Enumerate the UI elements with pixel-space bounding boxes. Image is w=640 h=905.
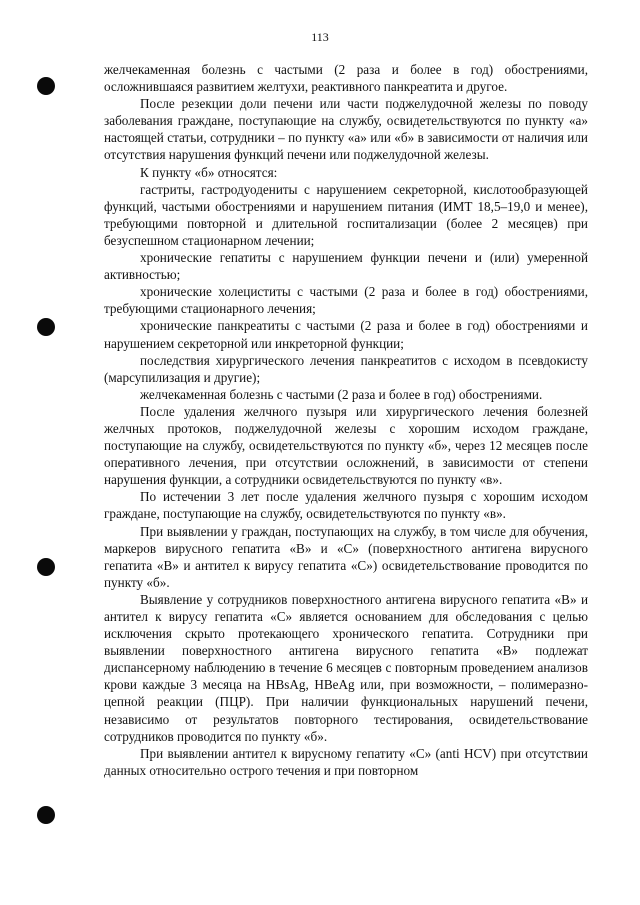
- paragraph: После резекции доли печени или части поджелудочной железы по поводу заболевания граждане, поступающие на службу, освидетельствуются по пункту «а» настоящей статьи, сотрудники – по пункту «а» или «б» в зависимости от наличия или отсутствия нарушения функций печени или поджелудочной железы.: [104, 96, 588, 163]
- paragraph: хронические панкреатиты с частыми (2 раза и более в год) обострениями и нарушением секреторной или инкреторной функции;: [104, 318, 588, 351]
- paragraph: желчекаменная болезнь с частыми (2 раза и более в год) обострениями.: [140, 386, 543, 402]
- paragraph: При выявлении антител к вирусному гепатиту «С» (anti HCV) при отсутствии данных относительно острого течения и при повторном: [104, 745, 588, 778]
- paragraph: последствия хирургического лечения панкреатитов с исходом в псевдокисту (марсупилизация и другие);: [104, 352, 588, 385]
- paragraph: хронические холециститы с частыми (2 раза и более в год) обострениями, требующими стационарного лечения;: [104, 284, 588, 317]
- paragraph: После удаления желчного пузыря или хирургического лечения болезней желчных протоков, поджелудочной железы с хорошим исходом граждане, поступающие на службу, освидетельствуются по пункту «б», через 12 месяцев после оперативного лечения, при отсутствии осложнений, в зависимости от степени нарушения функции, а сотрудники освидетельствуются по пункту «в».: [104, 403, 588, 488]
- binder-hole-icon: [37, 318, 55, 336]
- paragraph: гастриты, гастродуодениты с нарушением секреторной, кислотообразующей функций, частыми обострениями и нарушением питания (ИМТ 18,5–19,0 и менее), требующими повторной и длительной госпитализации (более 2 месяцев) при безуспешном стационарном лечении;: [104, 181, 588, 248]
- binder-hole-icon: [37, 558, 55, 576]
- binder-hole-icon: [37, 806, 55, 824]
- document-body: [104, 61, 588, 779]
- binder-hole-icon: [37, 77, 55, 95]
- paragraph: По истечении 3 лет после удаления желчного пузыря с хорошим исходом граждане, поступающие на службу, освидетельствуются по пункту «в».: [104, 489, 588, 522]
- page-number: 113: [311, 30, 329, 44]
- paragraph: желчекаменная болезнь с частыми (2 раза и более в год) обострениями, осложнившаяся развитием желтухи, реактивного панкреатита и другое.: [104, 62, 588, 95]
- paragraph: Выявление у сотрудников поверхностного антигена вирусного гепатита «В» и антител к вирусу гепатита «С» является основанием для обследования с целью исключения скрыто протекающего хронического гепатита. Сотрудники при выявлении поверхностного антигена вирусного гепатита «В» подлежат диспансерному наблюдению в течение 6 месяцев с повторным проведением анализов крови каждые 3 месяца на HBsAg, HBeAg или, при возможности, – полимеразно-цепной реакции (ПЦР). При наличии функциональных нарушений печени, независимо от результатов повторного тестирования, освидетельствование сотрудников проводится по пункту «б».: [104, 591, 588, 744]
- paragraph: К пункту «б» относятся:: [140, 164, 278, 180]
- paragraph: При выявлении у граждан, поступающих на службу, в том числе для обучения, маркеров вирусного гепатита «В» и «С» (поверхностного антигена вирусного гепатита «В» и антител к вирусу гепатита «С») освидетельствование проводится по пункту «б».: [104, 523, 588, 590]
- paragraph: хронические гепатиты с нарушением функции печени и (или) умеренной активностью;: [104, 250, 588, 283]
